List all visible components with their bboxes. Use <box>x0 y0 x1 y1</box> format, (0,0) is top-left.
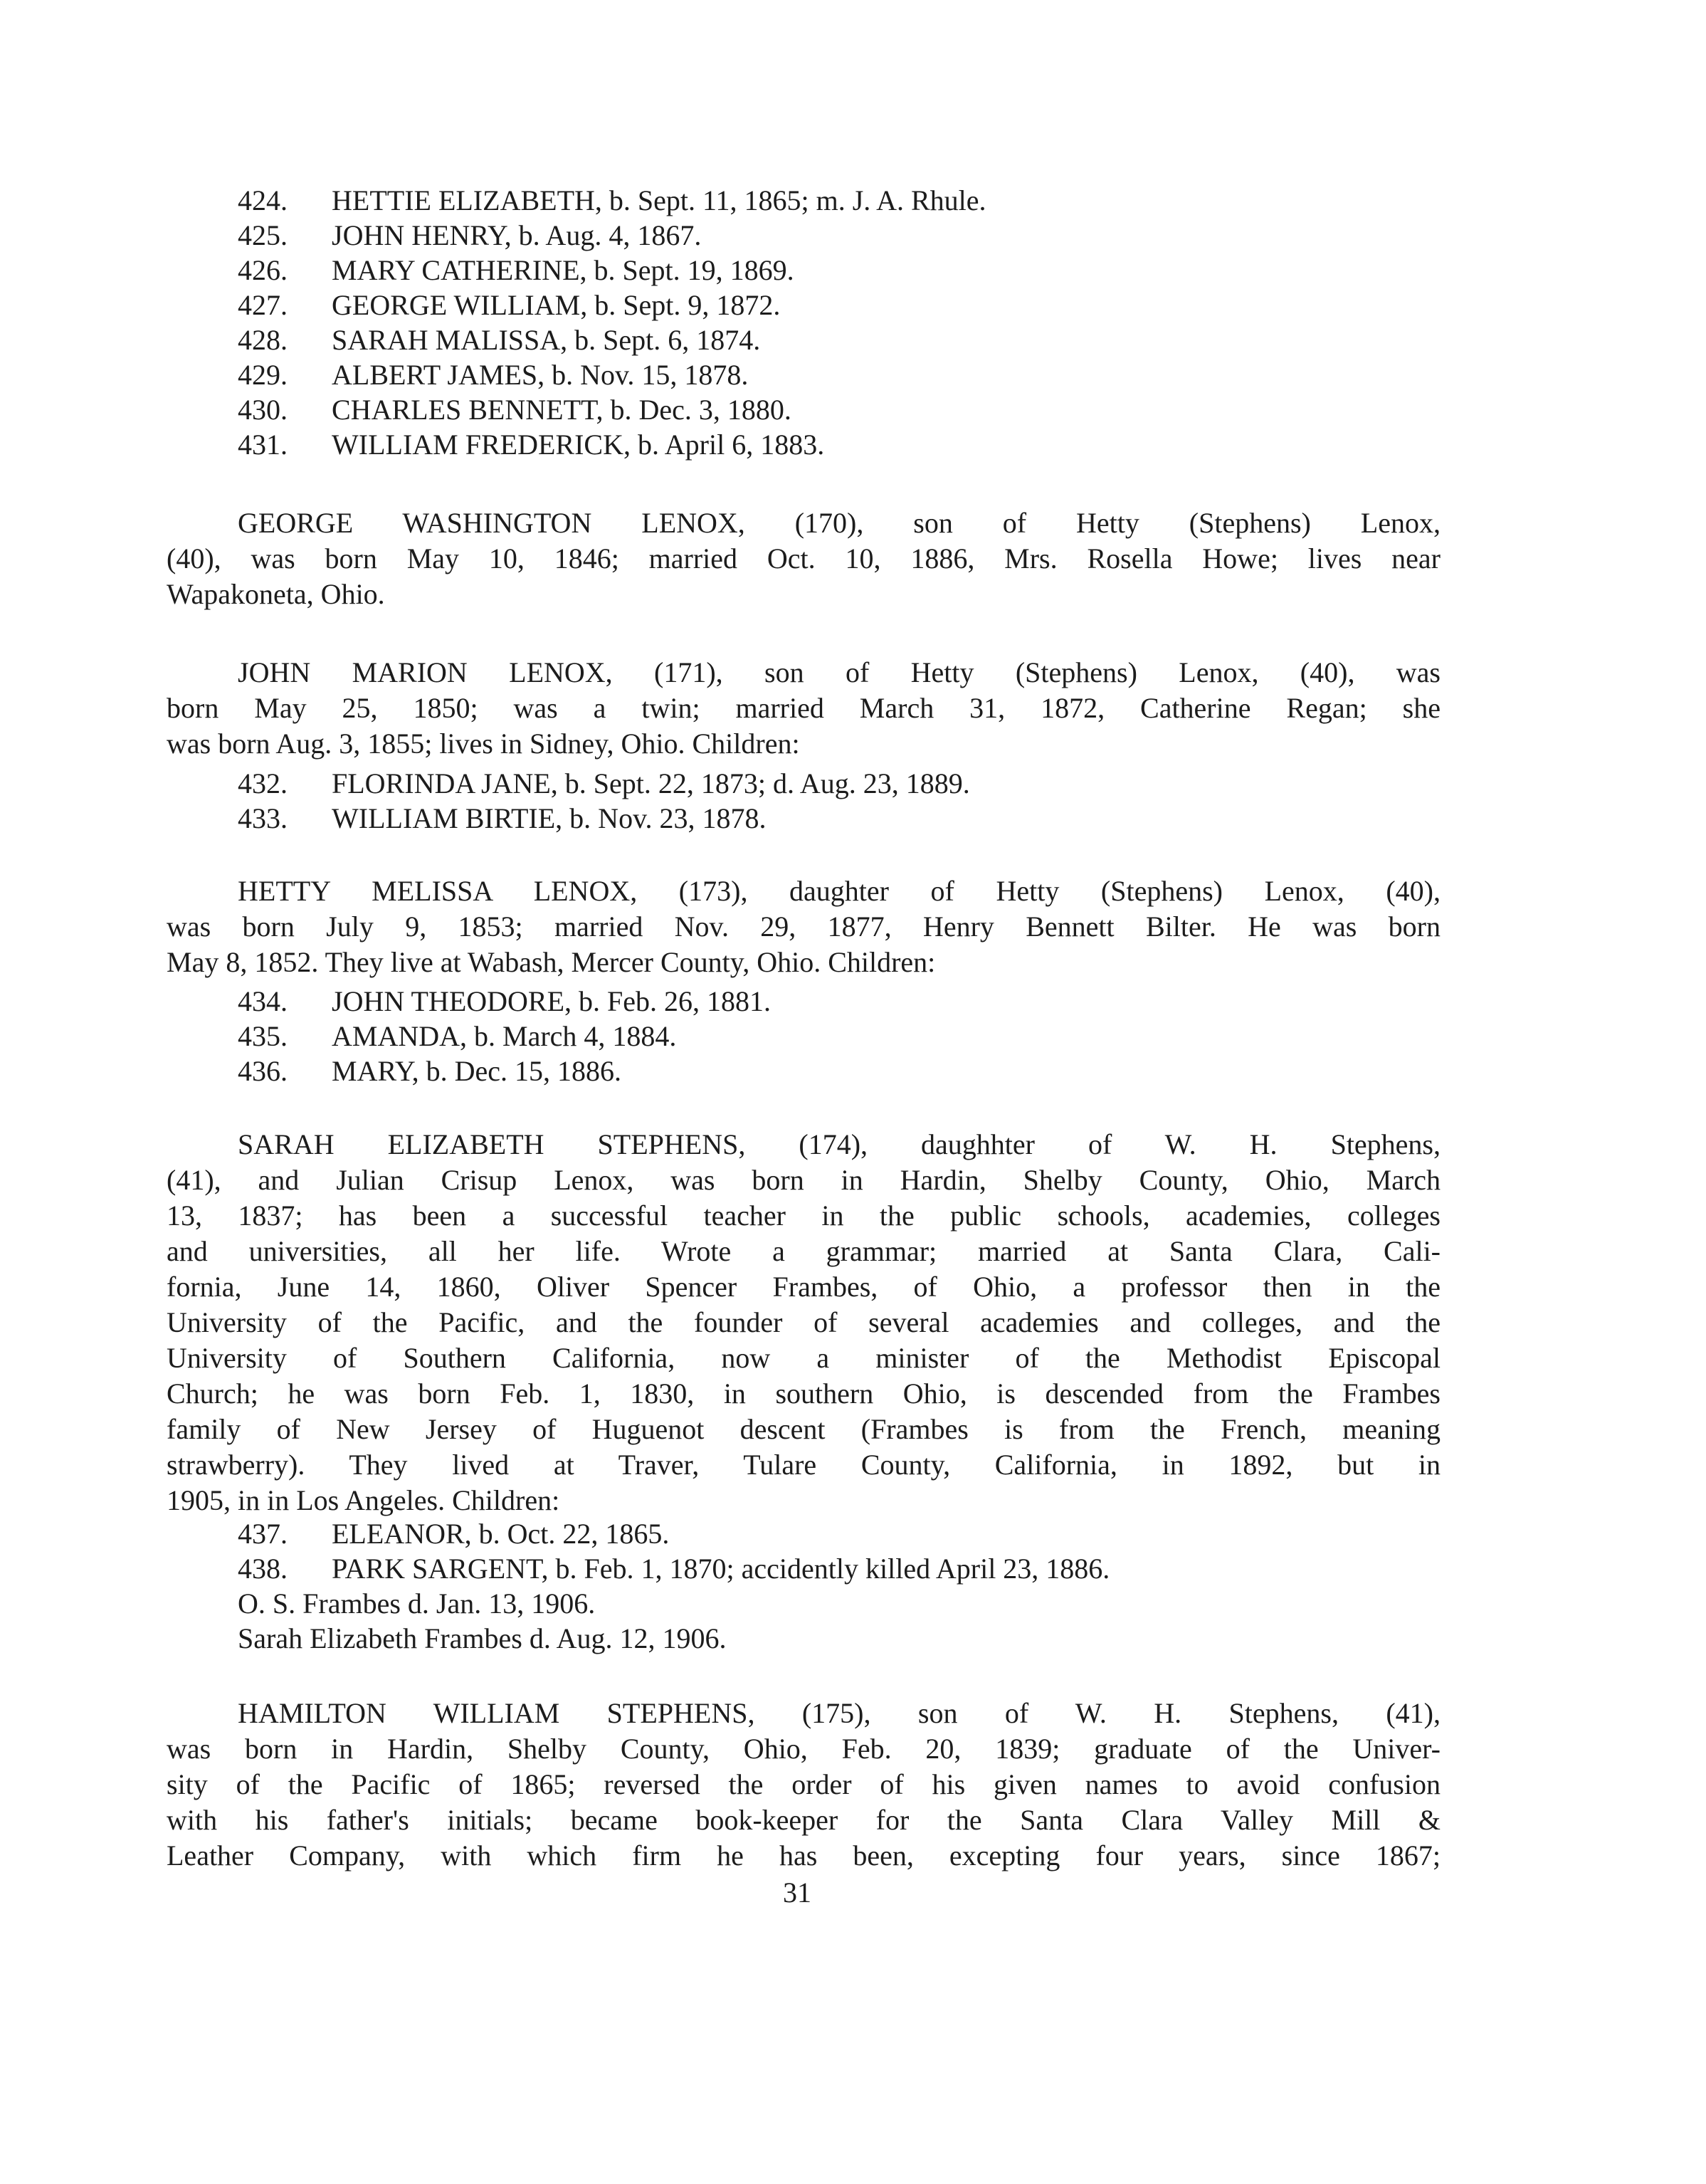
list-item <box>238 219 701 252</box>
paragraph-line: Church; he was born Feb. 1, 1830, in southern Ohio, is descended from the Frambes <box>167 1377 1441 1409</box>
page-number: 31 <box>783 1876 811 1909</box>
list-item <box>238 1552 1110 1585</box>
entry-number: 438. <box>238 1553 288 1585</box>
paragraph-hamilton-william-stephens <box>167 1696 1441 1874</box>
entry-number: 424. <box>238 184 288 216</box>
list-item <box>238 1054 621 1088</box>
paragraph-line: May 8, 1852. They live at Wabash, Mercer County, Ohio. Children: <box>167 946 936 978</box>
list-item <box>238 1019 676 1053</box>
paragraph-line: was born July 9, 1853; married Nov. 29, 1877, Henry Bennett Bilter. He was born <box>167 910 1441 943</box>
death-note: Sarah Elizabeth Frambes d. Aug. 12, 1906. <box>238 1622 727 1654</box>
entry-text: GEORGE WILLIAM, b. Sept. 9, 1872. <box>332 289 781 321</box>
paragraph-line: University of Southern California, now a minister of the Methodist Episcopal <box>167 1342 1441 1374</box>
entry-text: WILLIAM FREDERICK, b. April 6, 1883. <box>332 429 825 461</box>
paragraph-line: strawberry). They lived at Traver, Tulare County, California, in 1892, but in <box>167 1449 1441 1481</box>
paragraph-line: (41), and Julian Crisup Lenox, was born in Hardin, Shelby County, Ohio, March <box>167 1164 1441 1196</box>
entry-text: WILLIAM BIRTIE, b. Nov. 23, 1878. <box>332 802 767 834</box>
paragraph-line: Wapakoneta, Ohio. <box>167 578 385 610</box>
paragraph-line: GEORGE WASHINGTON LENOX, (170), son of Hetty (Stephens) Lenox, <box>238 507 1441 539</box>
paragraph-hetty-melissa-lenox <box>167 873 1441 980</box>
paragraph-line: fornia, June 14, 1860, Oliver Spencer Frambes, of Ohio, a professor then in the <box>167 1271 1441 1303</box>
list-item <box>238 802 766 835</box>
paragraph-line: SARAH ELIZABETH STEPHENS, (174), daughhter of W. H. Stephens, <box>238 1128 1441 1160</box>
entry-number: 434. <box>238 985 288 1017</box>
paragraph-line: and universities, all her life. Wrote a grammar; married at Santa Clara, Cali- <box>167 1235 1441 1267</box>
entry-number: 431. <box>238 429 288 461</box>
paragraph-line: 1905, in in Los Angeles. Children: <box>167 1484 560 1516</box>
list-item <box>238 253 794 287</box>
paragraph-line: sity of the Pacific of 1865; reversed the order of his given names to avoid confusion <box>167 1768 1441 1800</box>
list-item <box>238 767 970 800</box>
entry-text: AMANDA, b. March 4, 1884. <box>332 1020 677 1052</box>
entry-text: JOHN HENRY, b. Aug. 4, 1867. <box>332 219 702 251</box>
paragraph-line: was born in Hardin, Shelby County, Ohio, Feb. 20, 1839; graduate of the Univer- <box>167 1733 1441 1765</box>
paragraph-line: Leather Company, with which firm he has been, excepting four years, since 1867; <box>167 1839 1441 1871</box>
entry-number: 429. <box>238 359 288 391</box>
entry-text: PARK SARGENT, b. Feb. 1, 1870; accidently killed April 23, 1886. <box>332 1553 1110 1585</box>
entry-number: 436. <box>238 1055 288 1087</box>
entry-number: 426. <box>238 254 288 286</box>
entry-text: HETTIE ELIZABETH, b. Sept. 11, 1865; m. J. A. Rhule. <box>332 184 986 216</box>
entry-number: 435. <box>238 1020 288 1052</box>
entry-number: 430. <box>238 394 288 426</box>
entry-number: 427. <box>238 289 288 321</box>
entry-text: SARAH MALISSA, b. Sept. 6, 1874. <box>332 324 761 356</box>
entry-number: 432. <box>238 767 288 799</box>
paragraph-sarah-elizabeth-stephens <box>167 1127 1441 1518</box>
paragraph-line: HAMILTON WILLIAM STEPHENS, (175), son of W. H. Stephens, (41), <box>238 1697 1441 1729</box>
paragraph-line: HETTY MELISSA LENOX, (173), daughter of Hetty (Stephens) Lenox, (40), <box>238 875 1441 907</box>
paragraph-john-marion-lenox <box>167 655 1441 762</box>
list-item <box>238 393 791 426</box>
list-item <box>238 428 824 461</box>
list-item <box>238 184 986 217</box>
list-item <box>238 358 748 392</box>
paragraph-line: family of New Jersey of Huguenot descent (Frambes is from the French, meaning <box>167 1413 1441 1445</box>
entry-number: 437. <box>238 1518 288 1550</box>
entry-text: MARY CATHERINE, b. Sept. 19, 1869. <box>332 254 794 286</box>
entry-number: 428. <box>238 324 288 356</box>
entry-text: MARY, b. Dec. 15, 1886. <box>332 1055 622 1087</box>
list-item <box>238 985 771 1018</box>
paragraph-line: 13, 1837; has been a successful teacher in the public schools, academies, colleges <box>167 1199 1441 1232</box>
entry-text: ALBERT JAMES, b. Nov. 15, 1878. <box>332 359 749 391</box>
entry-number: 425. <box>238 219 288 251</box>
entry-text: CHARLES BENNETT, b. Dec. 3, 1880. <box>332 394 791 426</box>
paragraph-line: with his father's initials; became book-keeper for the Santa Clara Valley Mill & <box>167 1804 1441 1836</box>
list-item <box>238 323 760 357</box>
list-item <box>238 1517 669 1550</box>
entry-text: ELEANOR, b. Oct. 22, 1865. <box>332 1518 670 1550</box>
death-note: O. S. Frambes d. Jan. 13, 1906. <box>238 1587 596 1619</box>
paragraph-line: (40), was born May 10, 1846; married Oct. 10, 1886, Mrs. Rosella Howe; lives near <box>167 542 1441 574</box>
list-item <box>238 288 780 322</box>
paragraph-line: JOHN MARION LENOX, (171), son of Hetty (Stephens) Lenox, (40), was <box>238 656 1441 688</box>
paragraph-line: University of the Pacific, and the founder of several academies and colleges, and the <box>167 1306 1441 1338</box>
paragraph-george-washington-lenox <box>167 505 1441 612</box>
entry-text: JOHN THEODORE, b. Feb. 26, 1881. <box>332 985 772 1017</box>
paragraph-line: was born Aug. 3, 1855; lives in Sidney, Ohio. Children: <box>167 728 800 760</box>
entry-text: FLORINDA JANE, b. Sept. 22, 1873; d. Aug. 23, 1889. <box>332 767 970 799</box>
entry-number: 433. <box>238 802 288 834</box>
paragraph-line: born May 25, 1850; was a twin; married March 31, 1872, Catherine Regan; she <box>167 692 1441 724</box>
